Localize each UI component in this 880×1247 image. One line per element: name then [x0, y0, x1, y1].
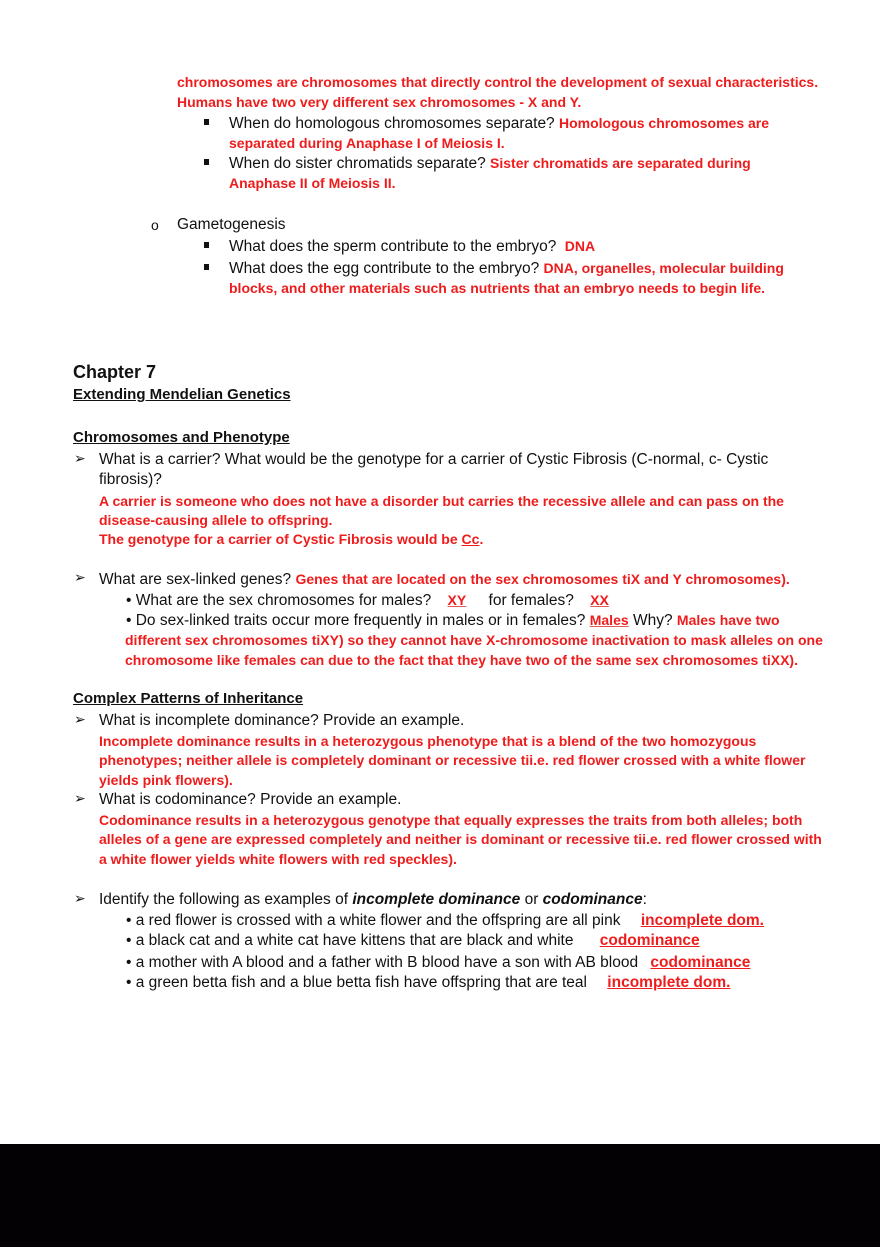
- answer-text: Genes that are located on the sex chromosomes tiX and Y chromosomes).: [295, 571, 790, 587]
- circle-bullet-icon: o: [151, 217, 159, 233]
- question-text: • Do sex-linked traits occur more frequently in males or in females?: [126, 612, 586, 629]
- answer-text: codominance: [599, 932, 700, 949]
- list-item: [229, 113, 769, 134]
- question-text: for females?: [488, 592, 574, 609]
- question-text: Why?: [632, 612, 673, 629]
- square-bullet-icon: [204, 159, 209, 165]
- question-text: What does the sperm contribute to the embryo?: [229, 238, 557, 255]
- answer-text: XX: [590, 592, 609, 608]
- list-item: [126, 973, 730, 993]
- punctuation: .: [479, 531, 484, 547]
- answer-text: Sister chromatids are separated during: [490, 155, 751, 171]
- answer-text: chromosomes are chromosomes that directly control the development of sexual characteristics.: [177, 74, 819, 90]
- answer-text: [99, 529, 483, 549]
- answer-text: DNA: [564, 238, 596, 254]
- question-text: What are sex-linked genes?: [99, 571, 292, 588]
- list-item: [126, 590, 609, 611]
- chapter-subtitle: Extending Mendelian Genetics: [73, 386, 291, 403]
- square-bullet-icon: [204, 264, 209, 270]
- section-subheading: Gametogenesis: [177, 216, 286, 233]
- identify-prompt: [99, 890, 647, 910]
- question-text: When do sister chromatids separate?: [229, 155, 486, 172]
- arrow-bullet-icon: ➢: [74, 569, 86, 585]
- answer-text: Homologous chromosomes are: [559, 115, 770, 131]
- answer-text: Codominance results in a heterozygous genotype that equally expresses the traits from both alleles; both: [99, 812, 803, 828]
- example-text: • a black cat and a white cat have kittens that are black and white: [126, 932, 574, 949]
- genotype-answer: Cc: [461, 531, 480, 547]
- answer-text: alleles of a gene are expressed completely and neither is dominant or recessive tii.e. red flower crossed with: [99, 831, 822, 847]
- square-bullet-icon: [204, 242, 209, 248]
- list-item: [126, 610, 780, 631]
- answer-text: incomplete dom.: [640, 912, 764, 929]
- arrow-bullet-icon: ➢: [74, 711, 86, 727]
- list-item: [229, 236, 595, 257]
- example-text: • a mother with A blood and a father with B blood have a son with AB blood: [126, 954, 639, 971]
- answer-text: a white flower yields white flowers with red speckles).: [99, 851, 457, 867]
- answer-text: blocks, and other materials such as nutrients that an embryo needs to begin life.: [229, 280, 766, 296]
- list-item: [229, 258, 784, 279]
- arrow-bullet-icon: ➢: [74, 790, 86, 806]
- answer-text: Males: [589, 612, 629, 628]
- answer-text: phenotypes; neither allele is completely dominant or recessive tii.e. red flower crossed with a white flower: [99, 752, 806, 768]
- answer-text: chromosome like females can due to the fact that they have two of the same sex chromosomes tiXX).: [125, 652, 798, 668]
- section-heading: Chromosomes and Phenotype: [73, 429, 290, 446]
- question-text: When do homologous chromosomes separate?: [229, 115, 555, 132]
- list-item: [229, 153, 751, 174]
- list-item: [126, 931, 700, 951]
- prompt-text: Identify the following as examples of: [99, 891, 353, 908]
- list-item: [126, 911, 764, 931]
- question-text: What is codominance? Provide an example.: [99, 791, 402, 808]
- prompt-text: or: [520, 891, 543, 908]
- answer-text: The genotype for a carrier of Cystic Fibrosis would be: [99, 531, 462, 547]
- answer-text: XY: [447, 592, 467, 608]
- question-text: What is a carrier? What would be the genotype for a carrier of Cystic Fibrosis (C-normal, c- Cystic: [99, 451, 769, 468]
- answer-text: codominance: [650, 954, 751, 971]
- answer-text: yields pink flowers).: [99, 772, 233, 788]
- arrow-bullet-icon: ➢: [74, 450, 86, 466]
- arrow-bullet-icon: ➢: [74, 890, 86, 906]
- example-text: • a red flower is crossed with a white flower and the offspring are all pink: [126, 912, 621, 929]
- square-bullet-icon: [204, 119, 209, 125]
- answer-text: Males have two: [676, 612, 780, 628]
- answer-text: Incomplete dominance results in a heterozygous phenotype that is a blend of the two homozygous: [99, 733, 757, 749]
- question-text: • What are the sex chromosomes for males?: [126, 592, 432, 609]
- term-incomplete-dominance: incomplete dominance: [352, 891, 521, 908]
- prompt-text: :: [642, 891, 647, 908]
- answer-text: different sex chromosomes tiXY) so they cannot have X-chromosome inactivation to mask alleles on one: [125, 632, 823, 648]
- question-text: fibrosis)?: [99, 471, 162, 488]
- example-text: • a green betta fish and a blue betta fish have offspring that are teal: [126, 974, 587, 991]
- answer-text: DNA, organelles, molecular building: [543, 260, 784, 276]
- chapter-title: Chapter 7: [73, 362, 157, 382]
- list-item: [126, 953, 750, 973]
- list-item: [99, 569, 790, 590]
- answer-text: incomplete dom.: [607, 974, 731, 991]
- answer-text: separated during Anaphase I of Meiosis I.: [229, 135, 505, 151]
- question-text: What does the egg contribute to the embryo?: [229, 260, 540, 277]
- answer-text: disease-causing allele to offspring.: [99, 512, 333, 528]
- section-heading: Complex Patterns of Inheritance: [73, 690, 304, 707]
- term-codominance: codominance: [542, 891, 643, 908]
- bottom-black-bar: [0, 1144, 880, 1247]
- answer-text: A carrier is someone who does not have a disorder but carries the recessive allele and can pass on the: [99, 493, 784, 509]
- answer-text: Anaphase II of Meiosis II.: [229, 175, 396, 191]
- question-text: What is incomplete dominance? Provide an example.: [99, 712, 465, 729]
- answer-text: Humans have two very different sex chromosomes - X and Y.: [177, 94, 582, 110]
